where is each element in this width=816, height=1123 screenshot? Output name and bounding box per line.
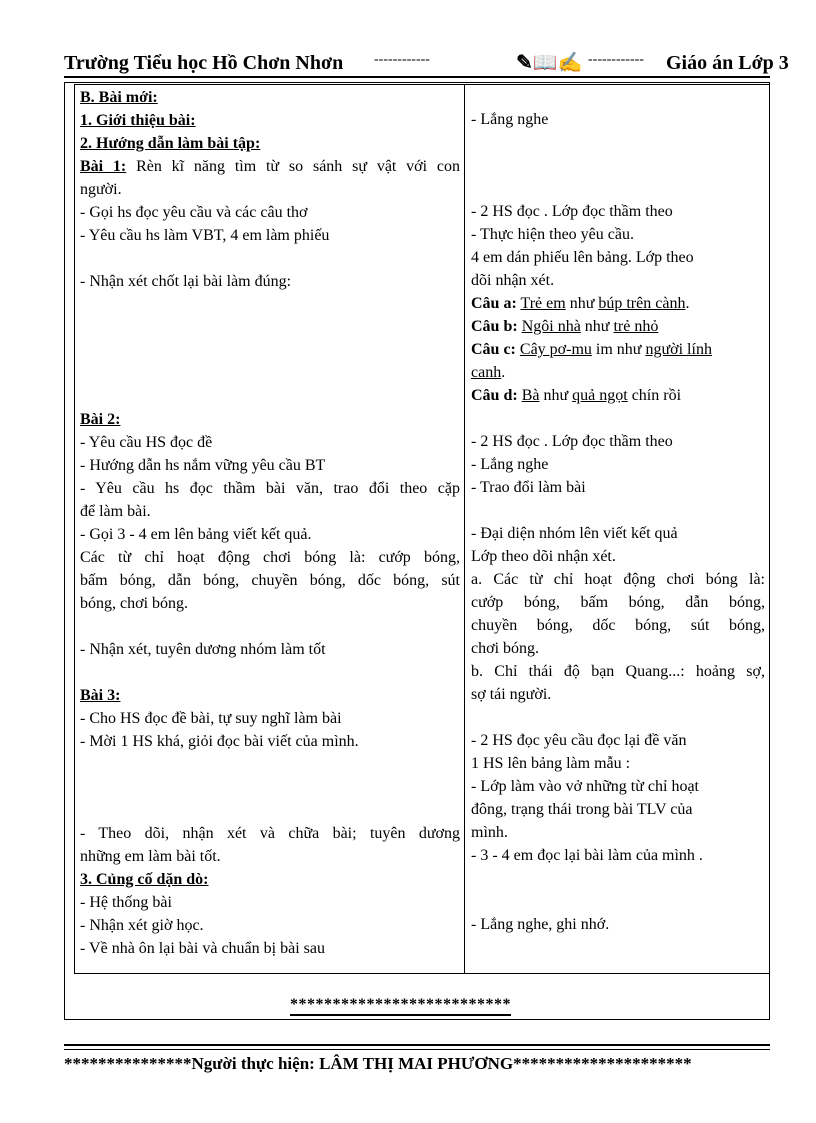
teacher-step: - Cho HS đọc đề bài, tự suy nghĩ làm bài <box>80 710 342 727</box>
answer-text: chơi bóng. <box>471 640 540 657</box>
teacher-step: - Mời 1 HS khá, giỏi đọc bài viết của mình. <box>80 733 359 750</box>
answer-text: sợ tái người. <box>471 686 552 703</box>
exercise-1-intro-cont: người. <box>80 181 122 198</box>
student-step: - Lớp làm vào vở những từ chỉ hoạt <box>471 778 699 795</box>
teacher-step: - Yêu cầu hs đọc thầm bài văn, trao đổi theo cặp <box>80 480 460 497</box>
teacher-step: - Nhận xét chốt lại bài làm đúng: <box>80 273 292 290</box>
section-guide-heading: 2. Hướng dẫn làm bài tập: <box>80 135 261 152</box>
teacher-step: - Gọi hs đọc yêu cầu và các câu thơ <box>80 204 308 221</box>
header-dashes-right: ------------ <box>588 52 644 67</box>
answer-c: Câu c: Cây pơ-mu im như người lính <box>471 341 712 358</box>
answer-text: b. Chỉ thái độ bạn Quang...: hoảng sợ, <box>471 663 765 680</box>
section-b-heading: B. Bài mới: <box>80 89 158 106</box>
header-dashes-left: ------------ <box>374 52 430 67</box>
student-step: 4 em dán phiếu lên bảng. Lớp theo <box>471 249 694 266</box>
separator-stars: ************************** <box>290 996 511 1016</box>
teacher-step-cont: để làm bài. <box>80 503 151 520</box>
section-review-heading: 3. Củng cố dặn dò: <box>80 871 209 888</box>
teacher-activities-column <box>80 86 460 960</box>
answer-b: Câu b: Ngôi nhà như trẻ nhỏ <box>471 318 659 335</box>
page-footer: ***************Người thực hiện: LÂM THỊ MAI PHƯƠNG********************* <box>64 1054 692 1073</box>
answer-text: Các từ chỉ hoạt động chơi bóng là: cướp bóng, <box>80 549 460 566</box>
student-step-cont: dõi nhận xét. <box>471 272 555 289</box>
book-ornament-icon: ✎📖✍ <box>516 52 583 74</box>
student-step: 1 HS lên bảng làm mẫu : <box>471 755 631 772</box>
student-step: - Lắng nghe <box>471 456 549 473</box>
student-step-cont: mình. <box>471 824 508 841</box>
exercise-3-heading: Bài 3: <box>80 687 121 704</box>
answer-text: a. Các từ chỉ hoạt động chơi bóng là: <box>471 571 765 588</box>
answer-c-cont: canh. <box>471 364 506 381</box>
exercise-2-heading: Bài 2: <box>80 411 121 428</box>
school-name: Trường Tiểu học Hồ Chơn Nhơn <box>64 52 344 74</box>
answer-text: bấm bóng, dẫn bóng, chuyền bóng, dốc bóng, sút <box>80 572 460 589</box>
teacher-step: - Yêu cầu hs làm VBT, 4 em làm phiếu <box>80 227 330 244</box>
student-step: - 2 HS đọc . Lớp đọc thầm theo <box>471 433 673 450</box>
header-rule <box>64 76 770 78</box>
student-step: - Lắng nghe <box>471 111 549 128</box>
footer-rule-bottom <box>64 1049 770 1050</box>
student-activities-column <box>471 108 765 936</box>
answer-a: Câu a: Trẻ em như búp trên cành. <box>471 295 690 312</box>
teacher-step: - Hệ thống bài <box>80 894 172 911</box>
answer-text: bóng, chơi bóng. <box>80 595 189 612</box>
teacher-step: - Hướng dẫn hs nắm vững yêu cầu BT <box>80 457 326 474</box>
answer-text: cướp bóng, bấm bóng, dẫn bóng, <box>471 594 765 611</box>
teacher-step: - Nhận xét giờ học. <box>80 917 204 934</box>
footer-rule-top <box>64 1044 770 1046</box>
student-step: - Trao đổi làm bài <box>471 479 586 496</box>
exercise-1-intro: Bài 1: Rèn kĩ năng tìm từ so sánh sự vật với con <box>80 158 460 175</box>
student-step-cont: đông, trạng thái trong bài TLV của <box>471 801 693 818</box>
student-step: - Thực hiện theo yêu cầu. <box>471 226 634 243</box>
teacher-step: - Yêu cầu HS đọc đề <box>80 434 213 451</box>
teacher-step: - Về nhà ôn lại bài và chuẩn bị bài sau <box>80 940 325 957</box>
student-step: - Lắng nghe, ghi nhớ. <box>471 916 610 933</box>
section-intro-heading: 1. Giới thiệu bài: <box>80 112 196 129</box>
page-header <box>64 50 789 78</box>
student-step: Lớp theo dõi nhận xét. <box>471 548 616 565</box>
student-step: - 3 - 4 em đọc lại bài làm của mình . <box>471 847 703 864</box>
teacher-step: - Nhận xét, tuyên dương nhóm làm tốt <box>80 641 326 658</box>
teacher-step: - Gọi 3 - 4 em lên bảng viết kết quả. <box>80 526 312 543</box>
student-step: - Đại diện nhóm lên viết kết quả <box>471 525 678 542</box>
grade-label: Giáo án Lớp 3 <box>666 52 789 74</box>
answer-d: Câu d: Bà như quả ngọt chín rồi <box>471 387 682 404</box>
teacher-step-cont: những em làm bài tốt. <box>80 848 221 865</box>
student-step: - 2 HS đọc . Lớp đọc thầm theo <box>471 203 673 220</box>
teacher-step: - Theo dõi, nhận xét và chữa bài; tuyên dương <box>80 825 460 842</box>
student-step: - 2 HS đọc yêu cầu đọc lại đề văn <box>471 732 687 749</box>
column-divider <box>464 84 465 974</box>
answer-text: chuyền bóng, dốc bóng, sút bóng, <box>471 617 765 634</box>
